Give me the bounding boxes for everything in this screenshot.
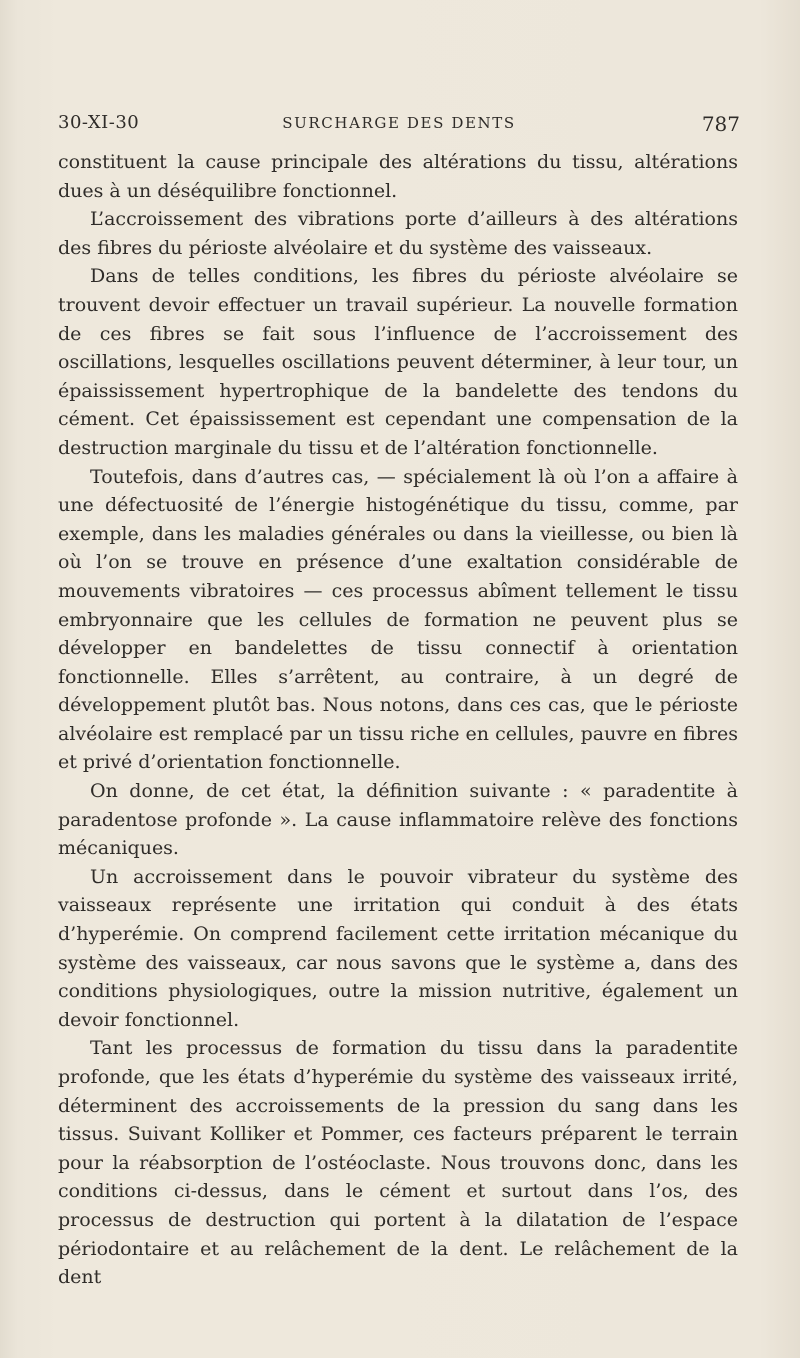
paragraph: Tant les processus de formation du tissu dans la paradentite profonde, que les états d’hyperémie du système des vaisseaux irrité, déterminent des accroissements de la pression du sang dans les tissus. Suivant Kolliker et Pommer, ces facteurs préparent le terrain pour la réabsorption de l’ostéoclaste. Nous trouvons donc, dans les conditions ci-dessus, dans le cément et surtout dans l’os, des processus de destruction qui portent à la dilatation de l’espace périodontaire et au relâchement de la dent. Le relâchement de la dent	[58, 1037, 738, 1289]
paragraph: L’accroissement des vibrations porte d’ailleurs à des altérations des fibres du périoste alvéolaire et du système des vaisseaux.	[58, 208, 738, 259]
running-header	[58, 112, 740, 142]
header-title: SURCHARGE DES DENTS	[282, 114, 516, 132]
page-body	[58, 148, 738, 1292]
paragraph: Un accroissement dans le pouvoir vibrateur du système des vaisseaux représente une irritation qui conduit à des états d’hyperémie. On comprend facilement cette irritation mécanique du système des vaisseaux, car nous savons que le système a, dans des conditions physiologiques, outre la mission nutritive, également un devoir fonctionnel.	[58, 865, 738, 1031]
paragraph: On donne, de cet état, la définition suivante : « paradentite à paradentose profonde ». La cause inflammatoire relève des fonctions mécaniques.	[58, 780, 738, 860]
page-number: 787	[701, 112, 740, 136]
header-date: 30-XI-30	[58, 112, 140, 133]
paragraph: Dans de telles conditions, les fibres du périoste alvéolaire se trouvent devoir effectuer un travail supérieur. La nouvelle formation de ces fibres se fait sous l’influence de l’accroissement des oscillations, lesquelles oscillations peuvent déterminer, à leur tour, un épaississement hypertrophique de la bandelette des tendons du cément. Cet épaississement est cependant une compensation de la destruction marginale du tissu et de l’altération fonctionnelle.	[58, 265, 738, 459]
paragraph-continued: constituent la cause principale des altérations du tissu, altérations dues à un déséquilibre fonctionnel.	[58, 151, 738, 202]
paragraph: Toutefois, dans d’autres cas, — spécialement là où l’on a affaire à une défectuosité de l’énergie histogénétique du tissu, comme, par exemple, dans les maladies générales ou dans la vieillesse, ou bien là où l’on se trouve en présence d’une exaltation considérable de mouvements vibratoires — ces processus abîment tellement le tissu embryonnaire que les cellules de formation ne peuvent plus se développer en bandelettes de tissu connectif à orientation fonctionnelle. Elles s’arrêtent, au contraire, à un degré de développement plutôt bas. Nous notons, dans ces cas, que le périoste alvéolaire est remplacé par un tissu riche en cellules, pauvre en fibres et privé d’orientation fonctionnelle.	[58, 465, 738, 774]
